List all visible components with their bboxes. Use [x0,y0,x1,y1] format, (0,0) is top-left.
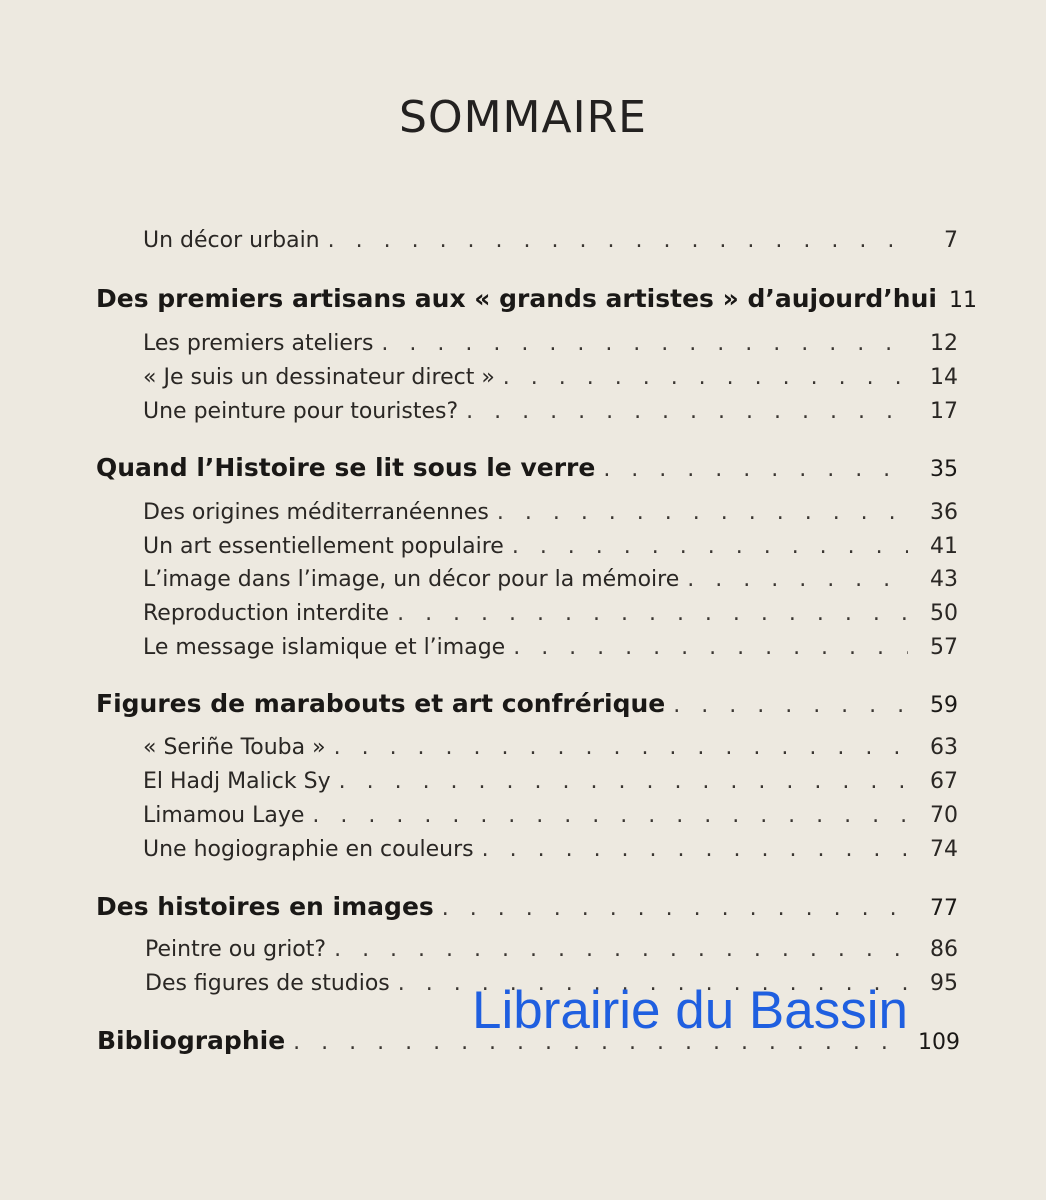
toc-chapter-title: Quand l’Histoire se lit sous le verre [96,453,596,482]
toc-entry [143,331,958,356]
toc-entry-page: 14 [930,365,958,390]
toc-entry-page: 70 [930,803,958,828]
toc-chapter-title: Des histoires en images [96,892,434,921]
toc-entry-title: L’image dans l’image, un décor pour la mémoire [143,567,680,592]
toc-entry-title: Les premiers ateliers [143,331,374,356]
dot-leader [497,500,908,525]
toc-chapter-title: Des premiers artisans aux « grands artistes » d’aujourd’hui [96,284,937,313]
toc-entry [143,837,958,862]
dot-leader [397,601,908,626]
dot-leader [334,735,908,760]
toc-entry-page: 43 [930,567,958,592]
toc-entry-page: 50 [930,601,958,626]
toc-chapter-title: Bibliographie [97,1026,286,1055]
dot-leader [512,534,908,559]
toc-chapter-page: 109 [918,1030,960,1055]
toc-entry-title: « Je suis un dessinateur direct » [143,365,495,390]
toc-entry [145,937,958,962]
toc-chapter [96,284,977,313]
toc-entry-title: « Seriñe Touba » [143,735,326,760]
toc-entry-page: 74 [930,837,958,862]
dot-leader [603,457,908,482]
toc-chapter [96,453,958,482]
toc-chapter [96,892,958,921]
dot-leader [482,837,908,862]
toc-entry-page: 63 [930,735,958,760]
dot-leader [339,769,908,794]
toc-chapter-title: Figures de marabouts et art confrérique [96,689,666,718]
toc-chapter-page: 77 [930,896,958,921]
dot-leader [312,803,908,828]
toc-entry [143,500,958,525]
toc-entry [143,769,958,794]
toc-entry-page: 95 [930,971,958,996]
toc-entry-title: Des figures de studios [145,971,390,996]
toc-entry [143,399,958,424]
toc-entry [143,365,958,390]
toc-chapter-page: 35 [930,457,958,482]
toc-chapter-page: 59 [930,693,958,718]
toc-entry [143,635,958,660]
dot-leader [328,228,908,253]
watermark: Librairie du Bassin [472,981,909,1040]
dot-leader [466,399,908,424]
toc-entry-title: Limamou Laye [143,803,305,828]
toc-entry-title: Le message islamique et l’image [143,635,506,660]
toc-entry-page: 67 [930,769,958,794]
toc-entry [143,228,958,253]
dot-leader [503,365,908,390]
toc-chapter [96,689,958,718]
toc-entry-title: Des origines méditerranéennes [143,500,489,525]
dot-leader [381,331,908,356]
toc-entry [143,567,958,592]
toc-entry-page: 17 [930,399,958,424]
toc-entry-title: Reproduction interdite [143,601,390,626]
dot-leader [334,937,908,962]
toc-entry-page: 86 [930,937,958,962]
toc-entry-page: 7 [944,228,958,253]
toc-entry-title: Une peinture pour touristes? [143,399,459,424]
toc-entry-page: 12 [930,331,958,356]
dot-leader [687,567,908,592]
dot-leader [442,896,908,921]
toc-entry-title: Peintre ou griot? [145,937,327,962]
toc-entry-page: 57 [930,635,958,660]
toc-entry-title: Une hogiographie en couleurs [143,837,474,862]
toc-entry [143,601,958,626]
toc-entry [143,735,958,760]
page-title: SOMMAIRE [399,92,647,143]
toc-entry [143,534,958,559]
toc-entry-title: Un art essentiellement populaire [143,534,504,559]
toc-entry-title: El Hadj Malick Sy [143,769,331,794]
toc-chapter-page: 11 [948,288,977,313]
dot-leader [513,635,908,660]
dot-leader [673,693,908,718]
toc-entry [143,803,958,828]
toc-entry-page: 36 [930,500,958,525]
toc-entry-page: 41 [930,534,958,559]
toc-entry-title: Un décor urbain [143,228,320,253]
